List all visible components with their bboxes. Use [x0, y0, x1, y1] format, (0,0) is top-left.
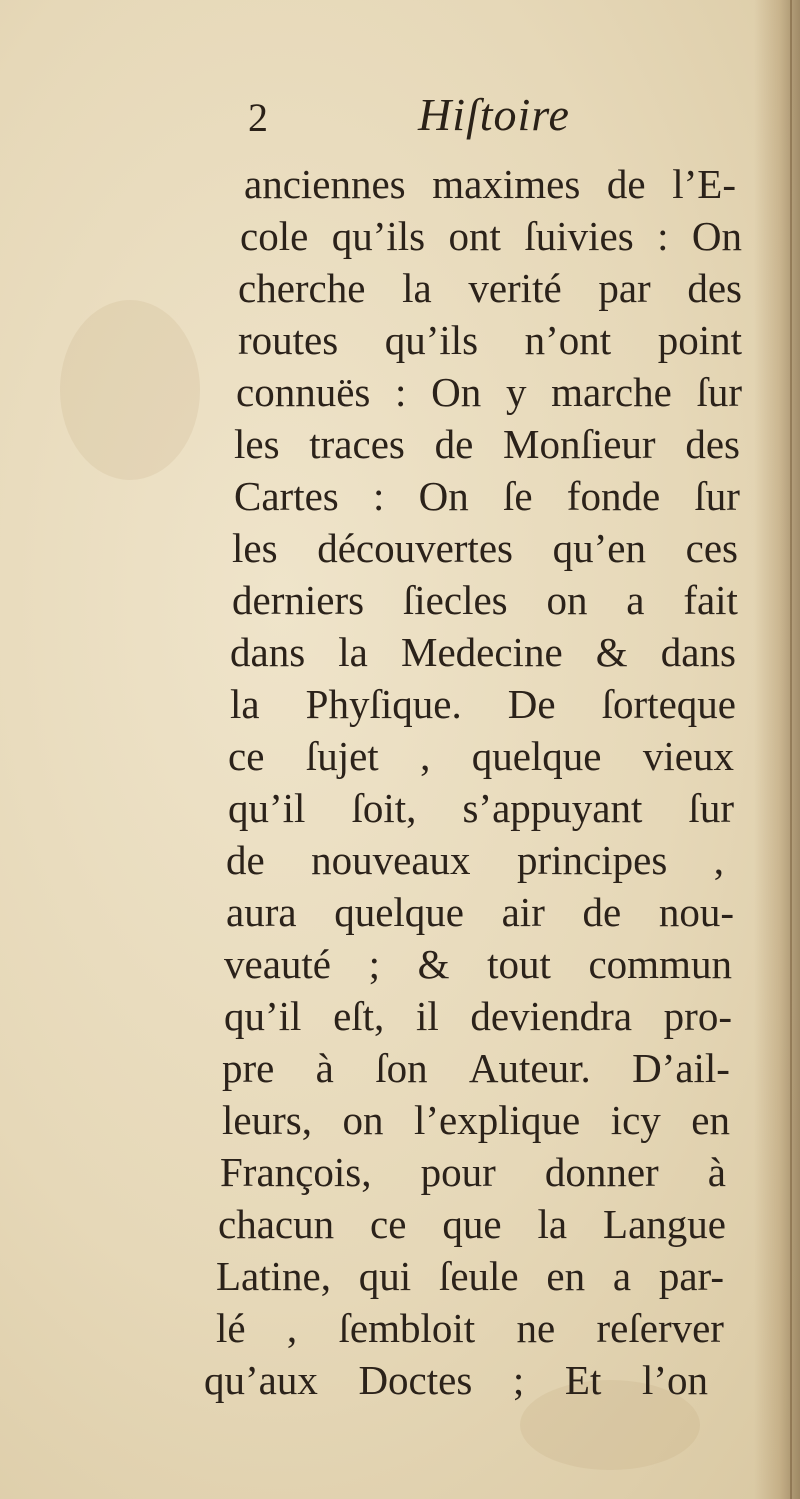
word: la	[537, 1201, 568, 1247]
word: qu’ils	[331, 213, 426, 259]
text-line	[244, 158, 736, 210]
text-line	[230, 626, 736, 678]
word: routes	[238, 317, 339, 363]
word: &	[417, 941, 450, 987]
word: ſuivies	[524, 213, 634, 259]
word: des	[685, 421, 740, 467]
word: derniers	[232, 577, 365, 623]
word: ſur	[688, 785, 734, 831]
word: maximes	[432, 161, 581, 207]
word: par	[598, 265, 651, 311]
word: icy	[610, 1097, 661, 1143]
word: ſoit,	[351, 785, 417, 831]
word: De	[507, 681, 556, 727]
word: ſur	[694, 473, 740, 519]
text-line	[232, 522, 738, 574]
word: ce	[228, 733, 265, 779]
word: Langue	[603, 1201, 726, 1247]
word: nouveaux	[311, 837, 471, 883]
running-title: Hiſtoire	[418, 89, 570, 140]
word: François,	[220, 1149, 372, 1195]
word: dans	[230, 629, 306, 675]
word: on	[342, 1097, 384, 1143]
page-header	[248, 88, 708, 148]
text-line	[230, 678, 736, 730]
word: ces	[685, 525, 738, 571]
word: à	[315, 1045, 334, 1091]
word: chacun	[218, 1201, 335, 1247]
word: il	[415, 993, 439, 1039]
word: principes	[516, 837, 668, 883]
text-line	[222, 1094, 730, 1146]
word: commun	[588, 941, 732, 987]
word: de	[226, 837, 265, 883]
word: donner	[544, 1149, 659, 1195]
word: point	[657, 317, 742, 363]
word: qu’il	[224, 993, 302, 1039]
word: ;	[368, 941, 380, 987]
word: les	[234, 421, 280, 467]
word: qui	[358, 1253, 412, 1299]
word: en	[691, 1097, 730, 1143]
word: découvertes	[317, 525, 513, 571]
word: l’on	[641, 1357, 708, 1403]
word: la	[338, 629, 368, 675]
page-number: 2	[248, 95, 268, 140]
word: ne	[516, 1305, 556, 1351]
text-line	[216, 1302, 724, 1354]
word: pour	[420, 1149, 496, 1195]
word: reſerver	[596, 1305, 724, 1351]
word: ,	[420, 733, 431, 779]
text-line	[220, 1146, 726, 1198]
text-line	[234, 418, 740, 470]
word: qu’il	[228, 785, 306, 831]
word: &	[595, 629, 628, 675]
word: Latine,	[216, 1253, 331, 1299]
word: Doctes	[358, 1357, 473, 1403]
word: fonde	[566, 473, 661, 519]
word: deviendra	[470, 993, 633, 1039]
word: de	[434, 421, 474, 467]
word: air	[501, 889, 545, 935]
word: eſt,	[333, 993, 385, 1039]
body-text	[0, 150, 800, 1403]
text-line	[238, 262, 742, 314]
word: lé	[216, 1305, 246, 1351]
word: qu’ils	[384, 317, 479, 363]
word: ſorteque	[601, 681, 736, 727]
text-line	[236, 366, 742, 418]
word: veauté	[224, 941, 331, 987]
word: a	[612, 1253, 632, 1299]
text-line	[222, 1042, 730, 1094]
word: la	[230, 681, 260, 727]
word: des	[687, 265, 742, 311]
text-line	[226, 886, 734, 938]
word: Et	[564, 1357, 602, 1403]
word: :	[657, 213, 669, 259]
word: traces	[309, 421, 405, 467]
word: qu’en	[552, 525, 646, 571]
word: a	[626, 577, 645, 623]
word: ſon	[375, 1045, 428, 1091]
word: D’ail-	[632, 1045, 730, 1091]
text-line	[228, 782, 734, 834]
word: cherche	[238, 265, 366, 311]
word: marche	[551, 369, 672, 415]
word: On	[431, 369, 482, 415]
word: l’explique	[413, 1097, 581, 1143]
word: n’ont	[524, 317, 612, 363]
word: qu’aux	[204, 1357, 318, 1403]
word: à	[707, 1149, 726, 1195]
word: cole	[240, 213, 309, 259]
word: ſur	[696, 369, 742, 415]
word: fait	[683, 577, 738, 623]
word: Phyſique.	[305, 681, 462, 727]
word: nou-	[658, 889, 734, 935]
word: ;	[512, 1357, 525, 1403]
word: ont	[448, 213, 501, 259]
word: de	[582, 889, 622, 935]
word: Auteur.	[468, 1045, 591, 1091]
word: on	[546, 577, 588, 623]
text-line	[240, 210, 742, 262]
word: tout	[487, 941, 551, 987]
word: en	[546, 1253, 586, 1299]
word: On	[691, 213, 742, 259]
word: aura	[226, 889, 297, 935]
word: :	[395, 369, 407, 415]
word: ,	[713, 837, 724, 883]
word: anciennes	[244, 161, 406, 207]
word: de	[606, 161, 646, 207]
word: On	[418, 473, 469, 519]
word: ſujet	[305, 733, 379, 779]
word: par-	[658, 1253, 724, 1299]
word: verité	[468, 265, 562, 311]
word: quelque	[334, 889, 464, 935]
word: quelque	[471, 733, 602, 779]
word: Cartes	[234, 473, 339, 519]
word: que	[442, 1201, 502, 1247]
text-line	[232, 574, 738, 626]
text-line	[224, 938, 732, 990]
word: ,	[286, 1305, 298, 1351]
text-line	[234, 470, 740, 522]
word: les	[232, 525, 278, 571]
word: la	[402, 265, 432, 311]
word: pro-	[663, 993, 732, 1039]
word: ce	[370, 1201, 407, 1247]
word: connuës	[236, 369, 371, 415]
text-line	[218, 1198, 726, 1250]
text-line	[204, 1354, 708, 1406]
text-line	[226, 834, 724, 886]
word: Medecine	[401, 629, 563, 675]
word: y	[505, 369, 527, 415]
word: pre	[222, 1045, 275, 1091]
word: dans	[660, 629, 736, 675]
text-line	[238, 314, 742, 366]
word: leurs,	[222, 1097, 312, 1143]
text-line	[216, 1250, 724, 1302]
word: s’appuyant	[462, 785, 643, 831]
word: Monſieur	[503, 421, 656, 467]
word: ſiecles	[402, 577, 508, 623]
word: :	[372, 473, 385, 519]
word: ſembloit	[338, 1305, 476, 1351]
text-line	[228, 730, 734, 782]
word: l’E-	[672, 161, 736, 207]
word: ſe	[502, 473, 533, 519]
word: ſeule	[438, 1253, 519, 1299]
word: vieux	[642, 733, 734, 779]
text-line	[224, 990, 732, 1042]
